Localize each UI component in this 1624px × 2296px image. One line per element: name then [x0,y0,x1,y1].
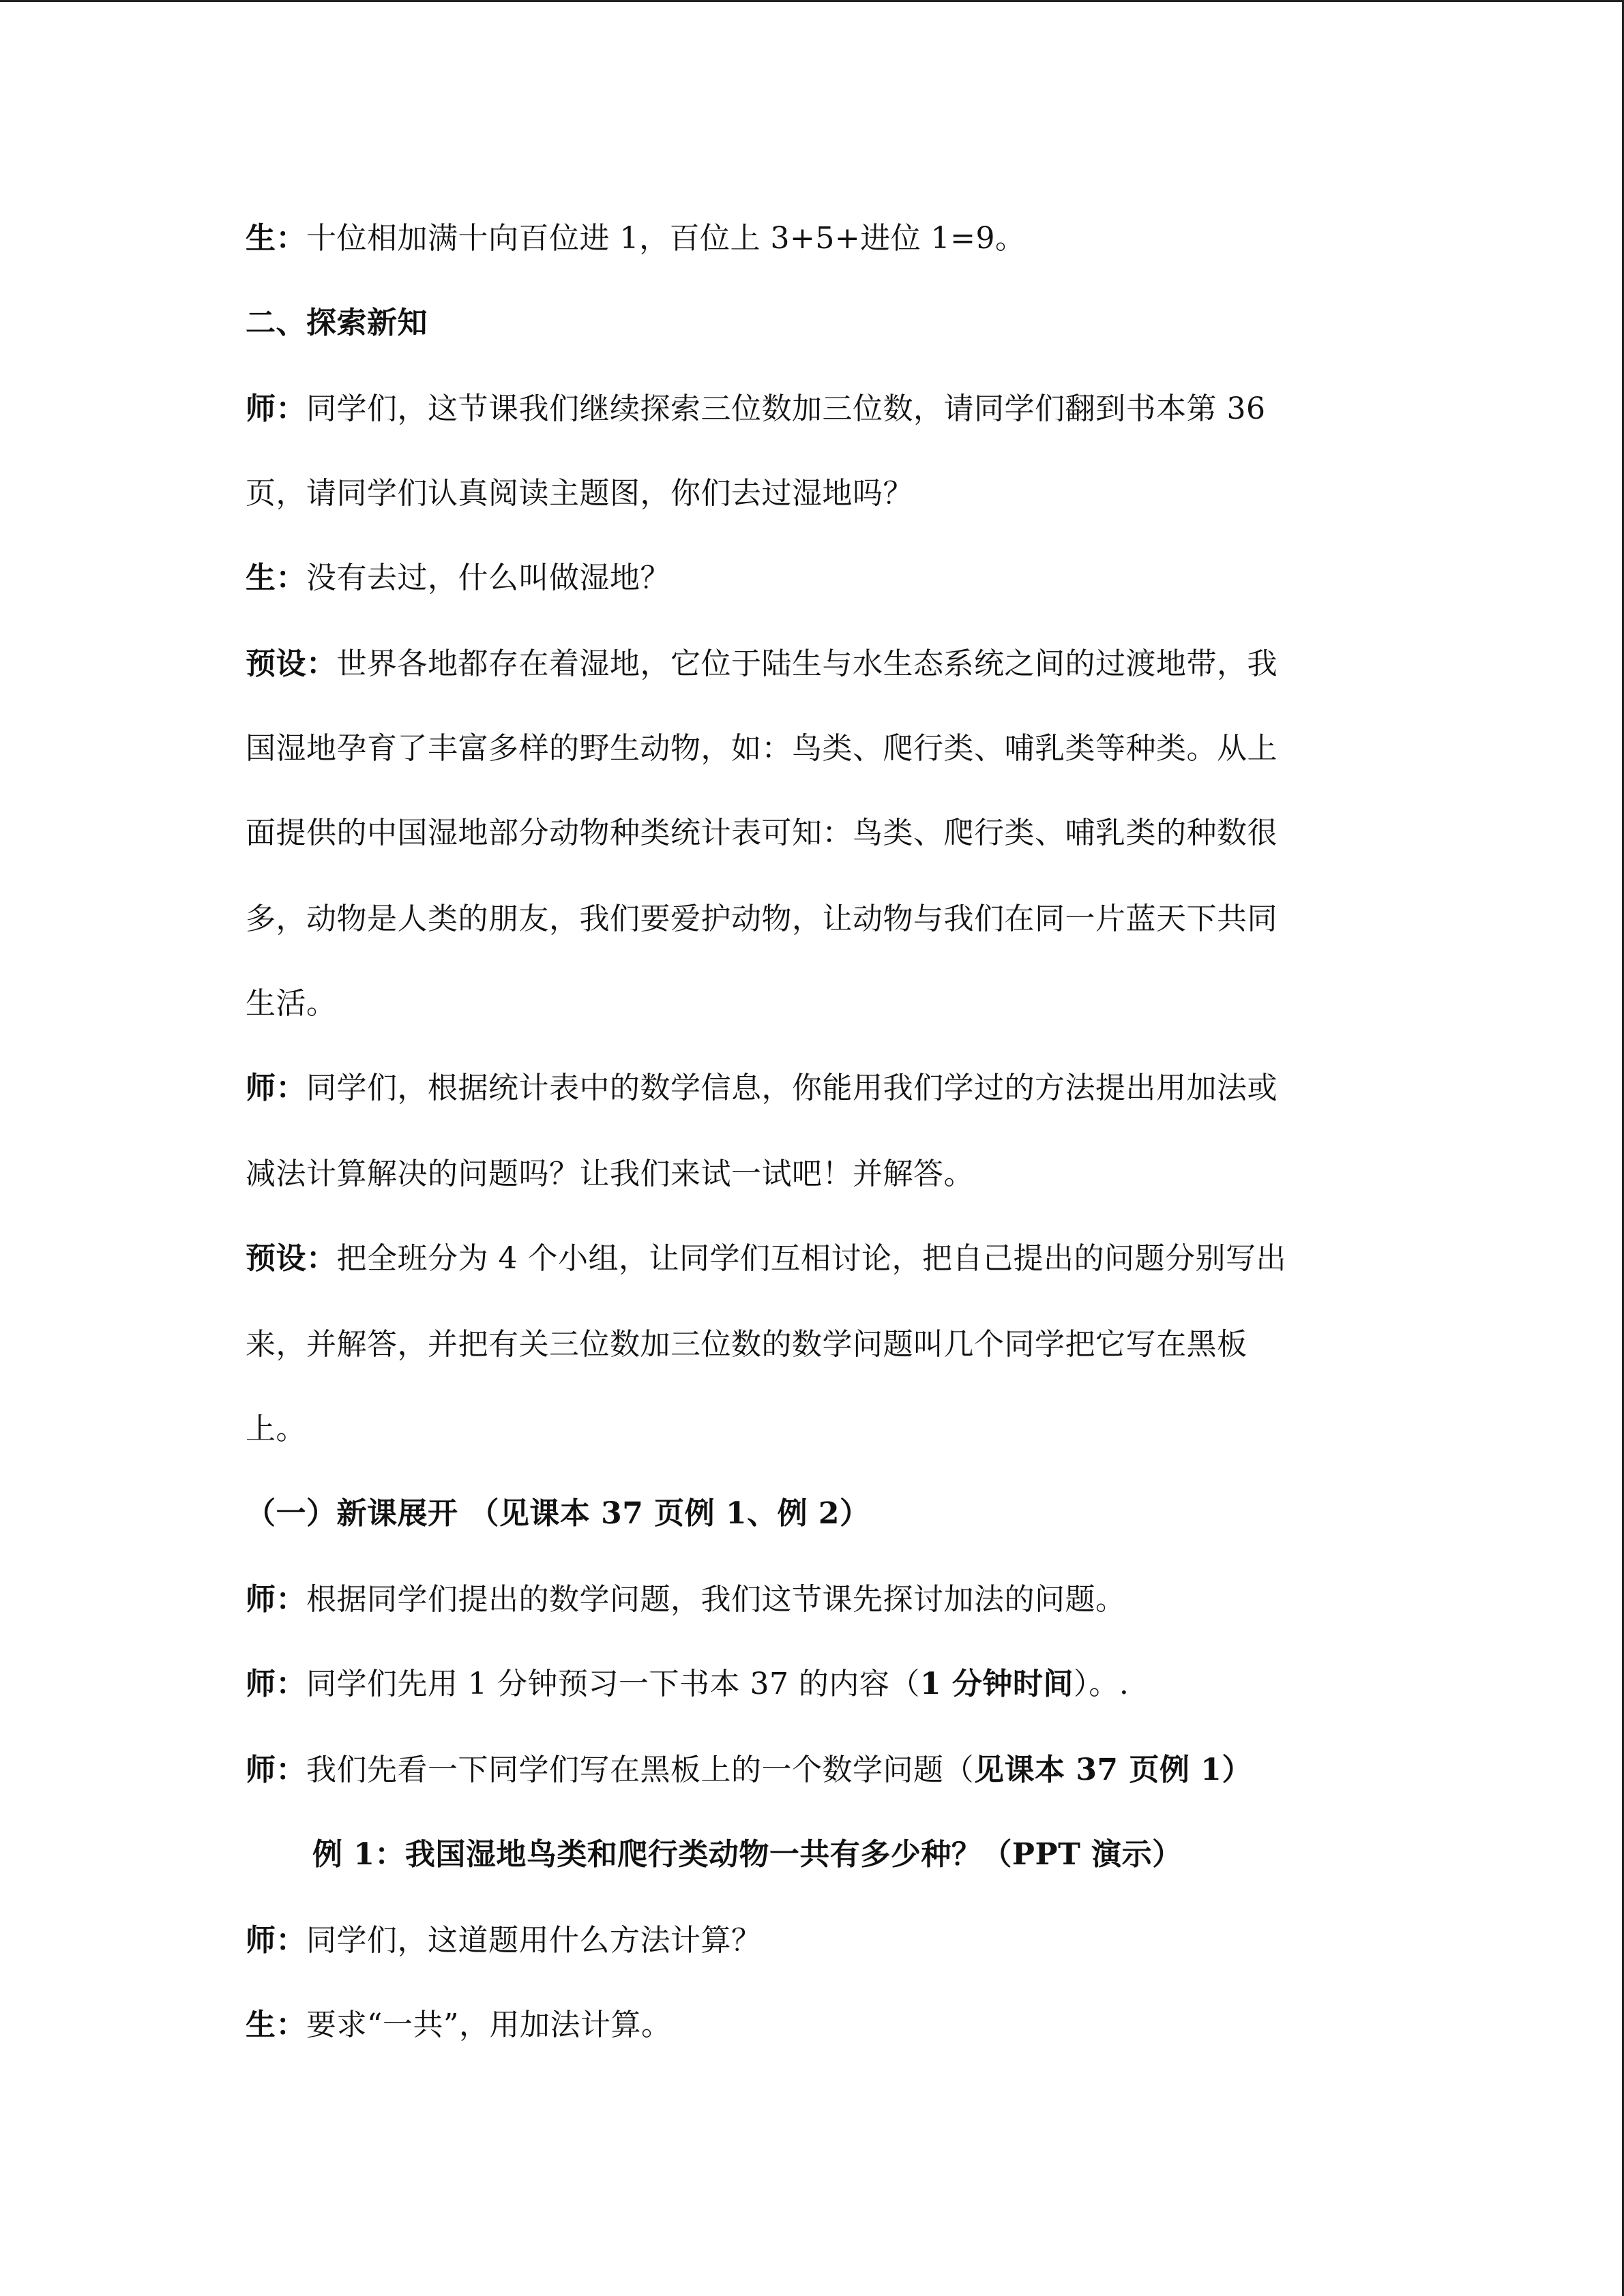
section-heading: 二、探索新知 [246,305,428,340]
line-text: 同学们，这道题用什么方法计算？ [306,1923,762,1958]
paragraph-line: 上。 [246,1412,306,1446]
paragraph-line [246,2005,1378,2046]
line-text: 同学们，根据统计表中的数学信息，你能用我们学过的方法提出用加法或 [306,1071,1278,1105]
emphasis-text: 1 分钟时间 [919,1667,1074,1701]
paragraph-line [246,218,1378,259]
speaker-label: 师： [246,1667,306,1701]
speaker-label: 师： [246,1071,306,1105]
line-text: 根据同学们提出的数学问题，我们这节课先探讨加法的问题。 [306,1582,1126,1617]
line-text: 世界各地都存在着湿地，它位于陆生与水生态系统之间的过渡地带，我 [336,646,1278,681]
line-text: 同学们先用 1 分钟预习一下书本 37 的内容（ [306,1667,920,1701]
paragraph-line [246,1920,1378,1961]
line-text-tail: ） [1222,1753,1252,1787]
section-heading: （一）新课展开 （见课本 37 页例 1、例 2） [246,1496,870,1531]
page-top-border [0,0,1624,2]
line-text-tail: ）。. [1073,1667,1130,1701]
speaker-label: 师： [246,1923,306,1958]
paragraph-line [246,644,1378,685]
paragraph-line [246,1579,1378,1620]
line-text: 要求“一共”，用加法计算。 [306,2008,672,2042]
line-text: 没有去过，什么叫做湿地？ [306,561,670,595]
line-text: 十位相加满十向百位进 1，百位上 3+5+进位 1=9。 [306,221,1026,256]
speaker-label: 生： [246,2008,306,2042]
paragraph-line [246,1068,1378,1109]
paragraph-line [246,389,1378,430]
paragraph-line: 来，并解答，并把有关三位数加三位数的数学问题叫几个同学把它写在黑板 [246,1327,1247,1362]
paragraph-line [246,1664,1378,1705]
speaker-label: 师： [246,1582,306,1617]
speaker-label: 师： [246,1753,306,1787]
speaker-label: 预设： [246,646,337,681]
speaker-label: 预设： [246,1241,337,1276]
paragraph-line [246,1238,1378,1279]
paragraph-line: 面提供的中国湿地部分动物种类统计表可知：鸟类、爬行类、哺乳类的种数很 [246,816,1278,850]
example-heading: 例 1：我国湿地鸟类和爬行类动物一共有多少种？（PPT 演示） [312,1837,1183,1872]
paragraph-line: 减法计算解决的问题吗？让我们来试一试吧！并解答。 [246,1157,974,1191]
line-text: 同学们，这节课我们继续探索三位数加三位数，请同学们翻到书本第 36 [306,391,1266,426]
speaker-label: 师： [246,391,306,426]
emphasis-text: 见课本 37 页例 1 [974,1753,1222,1787]
paragraph-line [246,1750,1378,1791]
paragraph-line: 多，动物是人类的朋友，我们要爱护动物，让动物与我们在同一片蓝天下共同 [246,901,1278,936]
speaker-label: 生： [246,221,306,256]
paragraph-line: 生活。 [246,986,337,1021]
paragraph-line: 国湿地孕育了丰富多样的野生动物，如：鸟类、爬行类、哺乳类等种类。从上 [246,731,1278,766]
line-text: 我们先看一下同学们写在黑板上的一个数学问题（ [306,1753,974,1787]
paragraph-line [246,558,1378,599]
line-text: 把全班分为 4 个小组，让同学们互相讨论，把自己提出的问题分别写出 [336,1241,1286,1276]
paragraph-line: 页，请同学们认真阅读主题图，你们去过湿地吗？ [246,476,913,511]
speaker-label: 生： [246,561,306,595]
